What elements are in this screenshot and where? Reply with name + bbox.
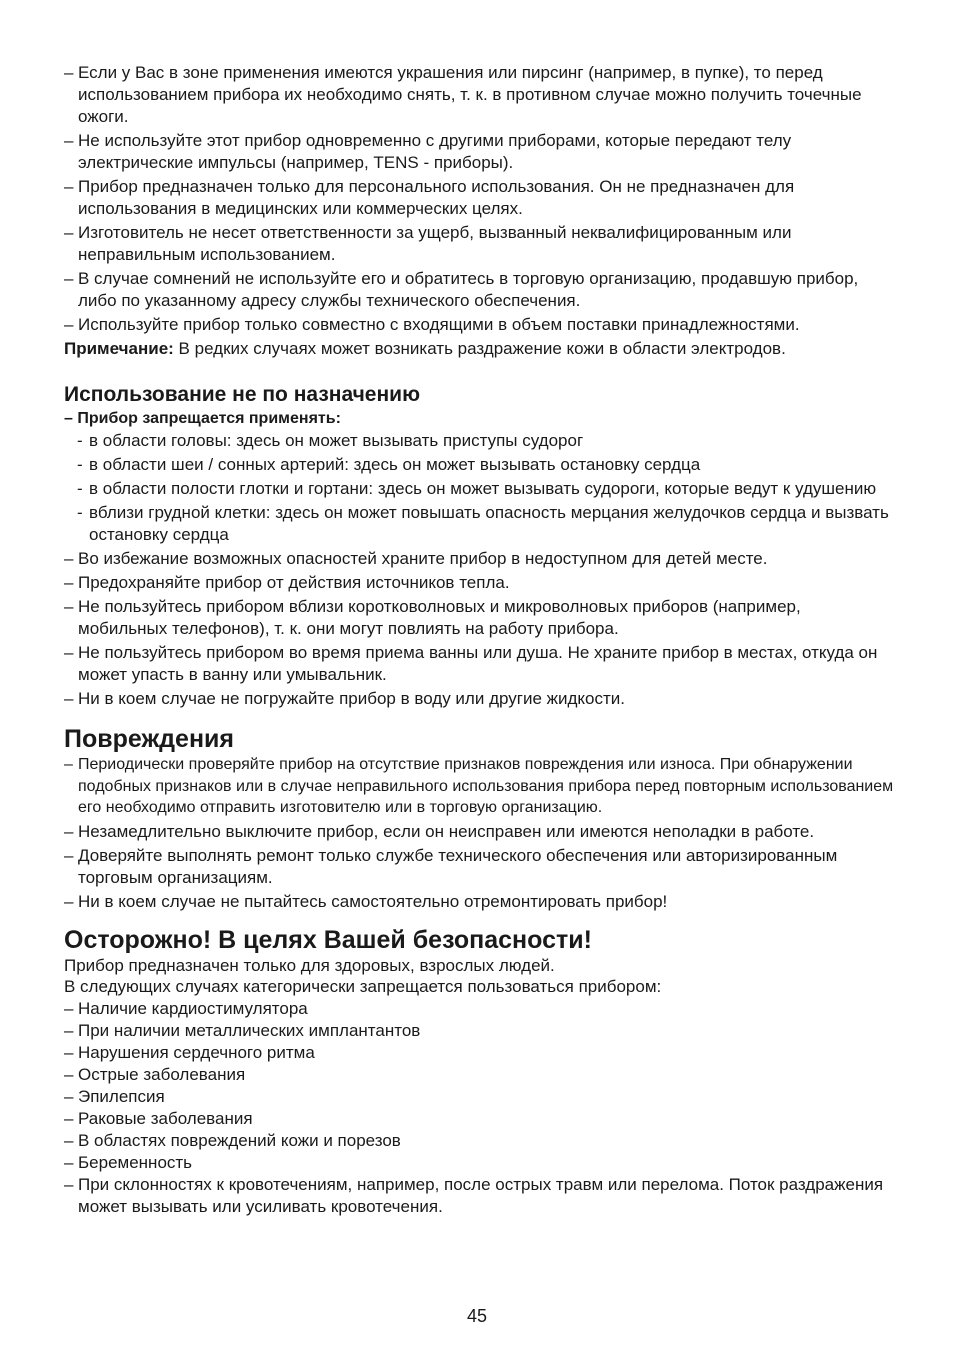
contraindication-item: – При склонностях к кровотечениям, например, после острых травм или перелома. Поток раздражения может вызывать или усиливать кровотечения. [64, 1174, 884, 1216]
contraindication-item: – При наличии металлических имплантантов [64, 1020, 421, 1040]
contraindication-item: – В областях повреждений кожи и порезов [64, 1130, 401, 1150]
intro-item: – В случае сомнений не используйте его и обратитесь в торговую организацию, продавшую прибор, либо по указанному адресу службы технического обеспечения. [64, 269, 859, 310]
sub-item: - в области головы: здесь он может вызывать приступы судорог [77, 431, 584, 450]
intro-item: – Используйте прибор только совместно с входящими в объем поставки принадлежностями. [64, 315, 800, 334]
damage-item: – Периодически проверяйте прибор на отсутствие признаков повреждения или износа. При обнаружении подобных признаков или в случае неправильного использования прибора перед повторным использованием его необходимо отправить изготовителю или в торговую организацию. [64, 756, 894, 816]
contraindication-item: – Наличие кардиостимулятора [64, 998, 308, 1018]
misuse-list [64, 548, 894, 710]
damage-item-continuation: торговым организациям. [78, 867, 273, 887]
contraindication-item: – Раковые заболевания [64, 1108, 253, 1128]
note-text: В редких случаях может возникать раздражение кожи в области электродов. [173, 339, 786, 358]
misuse-item: – Во избежание возможных опасностей храните прибор в недоступном для детей месте. [64, 549, 768, 568]
contraindication-list [64, 998, 894, 1218]
damage-item: – Ни в коем случае не пытайтесь самостоятельно отремонтировать прибор! [64, 891, 668, 911]
note [64, 338, 894, 360]
contraindication-item: – Беременность [64, 1152, 193, 1172]
damage-item: – Доверяйте выполнять ремонт только службе технического обеспечения или авторизированным [64, 845, 838, 865]
intro-item: – Прибор предназначен только для персонального использования. Он не предназначен для использования в медицинских или коммерческих целях. [64, 177, 795, 218]
intro-list [64, 62, 894, 360]
damage-list [64, 754, 894, 913]
contraindication-item: – Нарушения сердечного ритма [64, 1042, 315, 1062]
caution-line: В следующих случаях категорически запрещается пользоваться прибором: [64, 977, 662, 997]
note-label: Примечание: [64, 339, 174, 358]
misuse-heading: Использование не по назначению [64, 383, 421, 406]
forbidden-label: – Прибор запрещается применять: [64, 410, 341, 427]
contraindication-item: – Эпилепсия [64, 1086, 165, 1106]
damage-item: – Незамедлительно выключите прибор, если он неисправен или имеются неполадки в работе. [64, 821, 815, 841]
misuse-item: – Не пользуйтесь прибором вблизи коротковолновых и микроволновых приборов (например, мобильных телефонов), т. к. они могут повлиять на работу прибора. [64, 597, 801, 638]
sub-item: - вблизи грудной клетки: здесь он может повышать опасность мерцания желудочков сердца и вызвать остановку сердца [77, 503, 889, 544]
sub-item: - в области шеи / сонных артерий: здесь он может вызывать остановку сердца [77, 455, 701, 474]
misuse-item: – Не пользуйтесь прибором во время приема ванны или душа. Не храните прибор в местах, откуда он может упасть в ванну или умывальник. [64, 643, 878, 684]
sub-item: - в области полости глотки и гортани: здесь он может вызывать судороги, которые ведут к удушению [77, 479, 877, 498]
forbidden-sub-list [64, 430, 894, 546]
misuse-item: – Ни в коем случае не погружайте прибор в воду или другие жидкости. [64, 689, 625, 708]
caution-line: Прибор предназначен только для здоровых, взрослых людей. [64, 955, 555, 975]
misuse-item: – Предохраняйте прибор от действия источников тепла. [64, 573, 510, 592]
contraindication-item: – Острые заболевания [64, 1064, 246, 1084]
caution-heading: Осторожно! В целях Вашей безопасности! [64, 925, 592, 954]
intro-item: – Не используйте этот прибор одновременно с другими приборами, которые передают телу электрические импульсы (например, TENS - приборы). [64, 131, 792, 172]
intro-item: – Если у Вас в зоне применения имеются украшения или пирсинг (например, в пупке), то перед использованием прибора их необходимо снять, т. к. в противном случае можно получить точечные ожоги. [64, 63, 862, 126]
damage-heading: Повреждения [64, 725, 235, 753]
page-number: 45 [466, 1306, 488, 1326]
intro-item: – Изготовитель не несет ответственности за ущерб, вызванный неквалифицированным или неправильным использованием. [64, 223, 792, 264]
manual-page [64, 62, 894, 1218]
